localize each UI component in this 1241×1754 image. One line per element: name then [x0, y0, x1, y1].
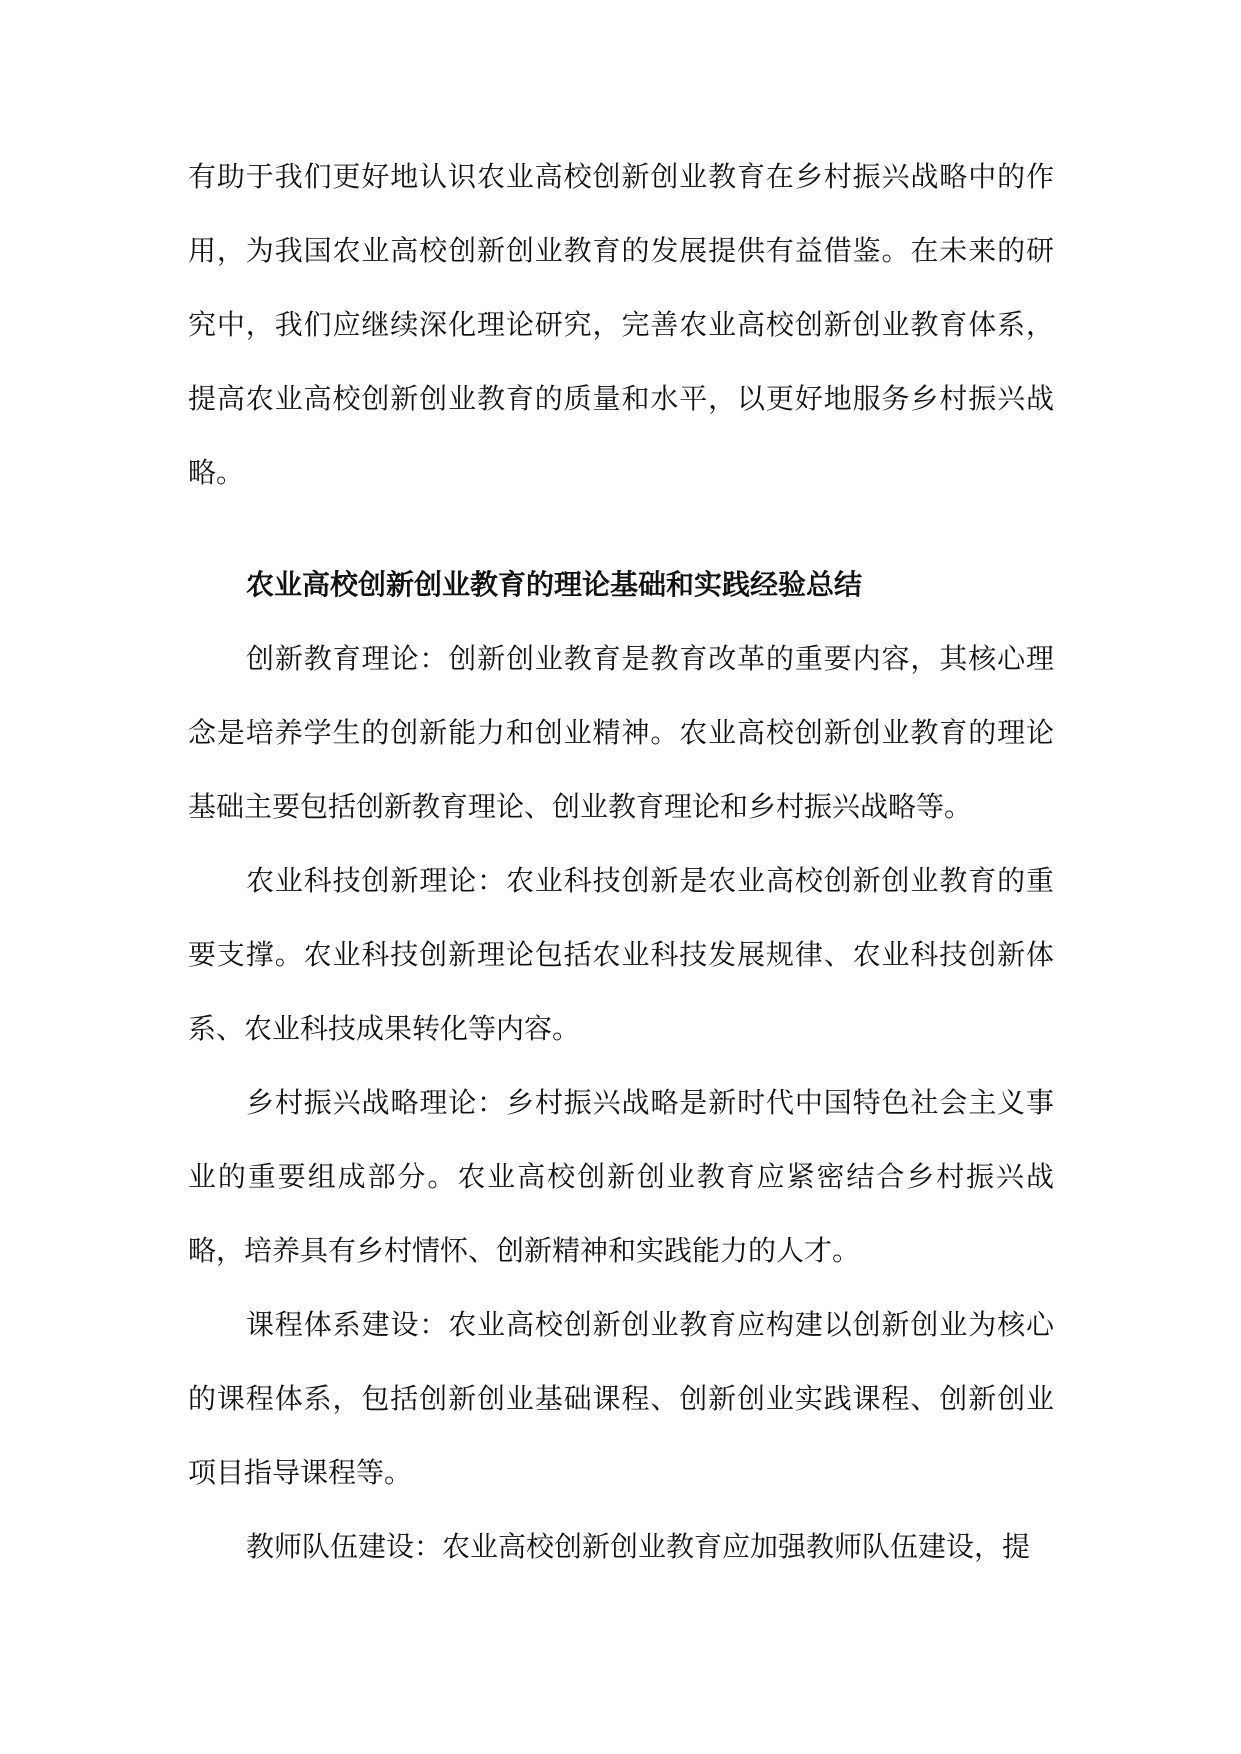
intro-paragraph: 有助于我们更好地认识农业高校创新创业教育在乡村振兴战略中的作用，为我国农业高校创新创业教育的发展提供有益借鉴。在未来的研究中，我们应继续深化理论研究，完善农业高校创新创业教育体系，提高农业高校创新创业教育的质量和水平，以更好地服务乡村振兴战略。 [188, 160, 1054, 489]
paragraph-curriculum-system: 课程体系建设：农业高校创新创业教育应构建以创新创业为核心的课程体系，包括创新创业基础课程、创新创业实践课程、创新创业项目指导课程等。 [188, 1308, 1054, 1489]
document-body [188, 140, 1054, 1584]
paragraph-rural-revitalization-theory: 乡村振兴战略理论：乡村振兴战略是新时代中国特色社会主义事业的重要组成部分。农业高校创新创业教育应紧密结合乡村振兴战略，培养具有乡村情怀、创新精神和实践能力的人才。 [188, 1086, 1054, 1267]
section-heading: 农业高校创新创业教育的理论基础和实践经验总结 [246, 568, 863, 601]
paragraph-teacher-team: 教师队伍建设：农业高校创新创业教育应加强教师队伍建设，提 [246, 1530, 1031, 1563]
paragraph-innovation-theory: 创新教育理论：创新创业教育是教育改革的重要内容，其核心理念是培养学生的创新能力和创业精神。农业高校创新创业教育的理论基础主要包括创新教育理论、创业教育理论和乡村振兴战略等。 [188, 642, 1054, 823]
paragraph-agri-tech-theory: 农业科技创新理论：农业科技创新是农业高校创新创业教育的重要支撑。农业科技创新理论包括农业科技发展规律、农业科技创新体系、农业科技成果转化等内容。 [188, 864, 1054, 1045]
